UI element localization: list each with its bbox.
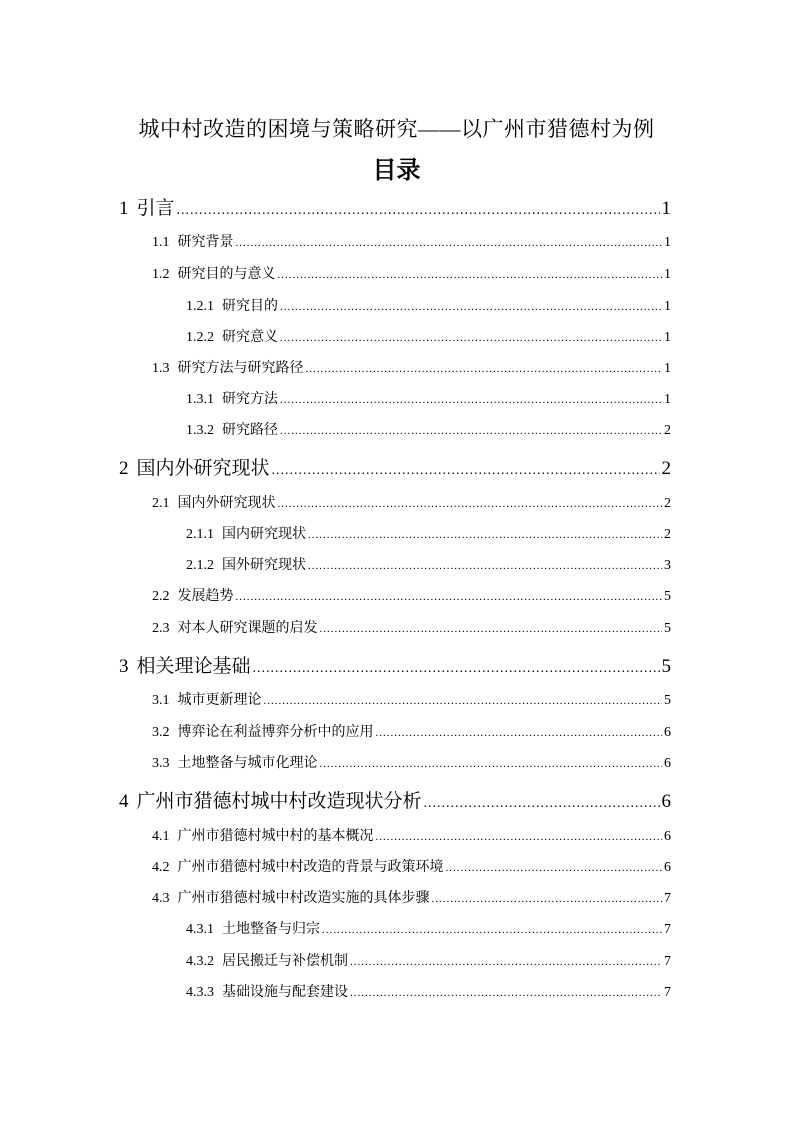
toc-entry-title: 研究方法 (222, 392, 278, 407)
toc-entry-title: 土地整备与归宗 (222, 922, 320, 937)
toc-entry-number: 2.1 (152, 496, 170, 511)
toc-entry[interactable] (186, 295, 671, 315)
toc-leader-dots (253, 661, 660, 677)
toc-entry-page: 5 (661, 656, 671, 677)
toc-entry-title: 广州市猎德村城中村改造实施的具体步骤 (177, 891, 430, 906)
toc-entry-number: 1.3 (152, 361, 170, 376)
toc-entry-title: 广州市猎德村城中村改造现状分析 (136, 791, 422, 812)
toc-entry-page: 7 (664, 922, 671, 937)
toc-entry-number: 2.2 (152, 589, 170, 604)
toc-entry[interactable] (152, 721, 671, 741)
toc-entry-page: 2 (664, 527, 671, 542)
toc-entry-number: 1.2 (152, 267, 170, 282)
toc-leader-dots (306, 363, 663, 375)
toc-entry-title: 发展趋势 (177, 589, 234, 604)
toc-entry-page: 6 (664, 829, 671, 844)
toc-leader-dots (278, 269, 663, 281)
toc-entry[interactable] (119, 786, 671, 813)
toc-entry[interactable] (152, 263, 671, 283)
toc-entry-title: 国内研究现状 (222, 527, 306, 542)
toc-entry-page: 2 (664, 496, 671, 511)
toc-leader-dots (280, 425, 662, 437)
toc-entry-page: 3 (664, 558, 671, 573)
toc-leader-dots (350, 956, 662, 968)
toc-leader-dots (177, 203, 660, 219)
toc-leader-dots (272, 463, 660, 479)
toc-entry-page: 1 (664, 361, 671, 376)
toc-entry-number: 1.2.1 (186, 299, 214, 314)
toc-leader-dots (264, 695, 663, 707)
toc-entry[interactable] (152, 231, 671, 251)
toc-entry-title: 博弈论在利益博弈分析中的应用 (177, 725, 374, 740)
toc-entry[interactable] (152, 689, 671, 709)
toc-entry-title: 相关理论基础 (136, 656, 251, 677)
toc-entry-page: 1 (664, 267, 671, 282)
toc-entry-number: 2.3 (152, 621, 170, 636)
toc-leader-dots (308, 560, 662, 572)
toc-entry-page: 5 (664, 621, 671, 636)
toc-entry-page: 6 (664, 860, 671, 875)
toc-entry-page: 1 (664, 299, 671, 314)
toc-leader-dots (236, 591, 663, 603)
toc-entry-title: 研究目的与意义 (177, 267, 276, 282)
toc-leader-dots (424, 796, 660, 812)
toc-entry-title: 广州市猎德村城中村的基本概况 (177, 829, 374, 844)
toc-entry-number: 3.1 (152, 693, 170, 708)
toc-entry-page: 5 (664, 693, 671, 708)
toc-leader-dots (376, 727, 663, 739)
toc-entry-number: 1.2.2 (186, 330, 214, 345)
toc-leader-dots (432, 893, 663, 905)
toc-leader-dots (236, 237, 663, 249)
toc-entry-number: 1.3.1 (186, 392, 214, 407)
toc-entry-title: 国外研究现状 (222, 558, 306, 573)
toc-leader-dots (322, 924, 662, 936)
toc-entry-page: 2 (661, 458, 671, 479)
toc-entry[interactable] (152, 585, 671, 605)
toc-entry-number: 4.3 (152, 891, 170, 906)
toc-entry-title: 引言 (136, 198, 175, 219)
toc-entry-number: 4.2 (152, 860, 170, 875)
toc-entry-number: 4.3.2 (186, 954, 214, 969)
toc-entry[interactable] (152, 825, 671, 845)
document-title: 城中村改造的困境与策略研究——以广州市猎德村为例 (138, 117, 655, 141)
toc-entry-number: 2 (119, 458, 129, 479)
toc-entry-number: 1.3.2 (186, 423, 214, 438)
toc-entry[interactable] (152, 357, 671, 377)
toc-entry[interactable] (186, 388, 671, 408)
toc-entry-title: 基础设施与配套建设 (222, 985, 348, 1000)
toc-entry-title: 研究背景 (177, 235, 234, 250)
toc-entry-number: 1 (119, 198, 129, 219)
toc-entry-page: 1 (664, 235, 671, 250)
toc-entry[interactable] (186, 523, 671, 543)
toc-entry-title: 研究路径 (222, 423, 278, 438)
toc-entry-title: 研究目的 (222, 299, 278, 314)
toc-entry-number: 4.3.1 (186, 922, 214, 937)
toc-leader-dots (350, 987, 662, 999)
toc-entry-title: 居民搬迁与补偿机制 (222, 954, 348, 969)
toc-entry[interactable] (152, 856, 671, 876)
toc-entry-page: 1 (661, 198, 671, 219)
toc-leader-dots (376, 831, 663, 843)
toc-leader-dots (278, 498, 663, 510)
toc-entry-number: 4 (119, 791, 129, 812)
toc-leader-dots (280, 301, 662, 313)
toc-entry[interactable] (186, 950, 671, 970)
toc-entry-title: 广州市猎德村城中村改造的背景与政策环境 (177, 860, 444, 875)
toc-entry-title: 对本人研究课题的启发 (177, 621, 318, 636)
toc-entry-number: 3.2 (152, 725, 170, 740)
toc-entry-page: 6 (664, 756, 671, 771)
toc-entry-number: 1.1 (152, 235, 170, 250)
toc-entry-page: 7 (664, 891, 671, 906)
toc-entry-title: 国内外研究现状 (136, 458, 270, 479)
toc-leader-dots (308, 529, 662, 541)
toc-entry-number: 4.1 (152, 829, 170, 844)
toc-entry[interactable] (152, 887, 671, 907)
toc-entry-number: 2.1.2 (186, 558, 214, 573)
toc-entry-page: 7 (664, 954, 671, 969)
toc-entry-page: 1 (664, 330, 671, 345)
toc-entry-page: 2 (664, 423, 671, 438)
toc-entry-page: 1 (664, 392, 671, 407)
toc-leader-dots (320, 758, 663, 770)
toc-entry-page: 5 (664, 589, 671, 604)
toc-entry-page: 7 (664, 985, 671, 1000)
toc-entry[interactable] (119, 453, 671, 480)
toc-entry-page: 6 (661, 791, 671, 812)
toc-entry[interactable] (119, 193, 671, 220)
toc-entry-title: 城市更新理论 (177, 693, 262, 708)
toc-entry[interactable] (186, 419, 671, 439)
toc-entry-number: 3 (119, 656, 129, 677)
toc-entry[interactable] (152, 492, 671, 512)
toc-leader-dots (280, 394, 662, 406)
toc-entry[interactable] (119, 651, 671, 678)
toc-leader-dots (320, 623, 663, 635)
toc-leader-dots (280, 332, 662, 344)
toc-entry-title: 国内外研究现状 (177, 496, 276, 511)
toc-entry-title: 土地整备与城市化理论 (177, 756, 318, 771)
toc-heading: 目录 (372, 156, 421, 184)
toc-entry[interactable] (186, 981, 671, 1001)
toc-leader-dots (446, 862, 663, 874)
toc-entry-title: 研究方法与研究路径 (177, 361, 304, 376)
toc-entry[interactable] (152, 752, 671, 772)
toc-entry-title: 研究意义 (222, 330, 278, 345)
toc-entry[interactable] (186, 554, 671, 574)
toc-entry[interactable] (152, 617, 671, 637)
toc-entry-number: 3.3 (152, 756, 170, 771)
toc-entry[interactable] (186, 918, 671, 938)
toc-entry-page: 6 (664, 725, 671, 740)
toc-entry-number: 2.1.1 (186, 527, 214, 542)
toc-entry[interactable] (186, 326, 671, 346)
toc-entry-number: 4.3.3 (186, 985, 214, 1000)
